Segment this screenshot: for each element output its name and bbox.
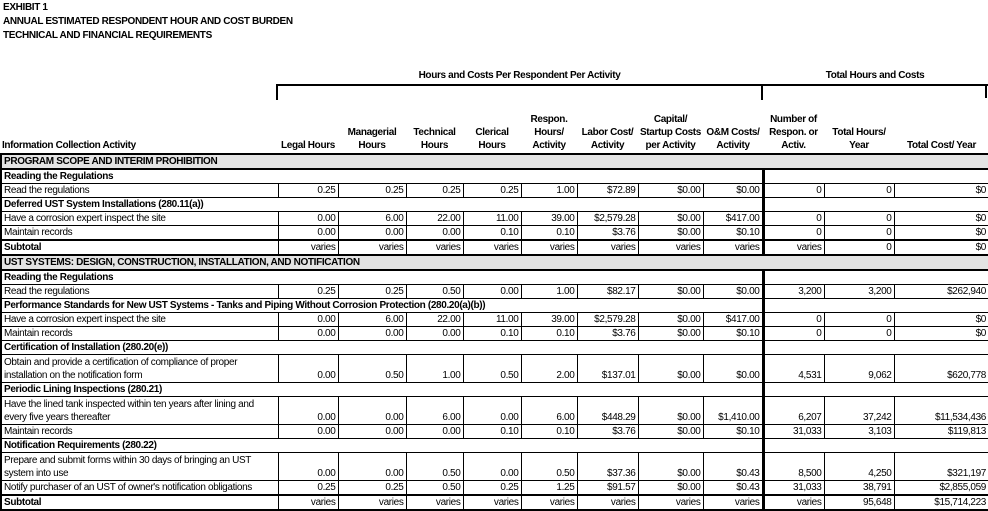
- cell-capital: $0.00: [638, 425, 703, 439]
- activity-label: Subtotal: [1, 240, 278, 255]
- cell-number: 3,200: [763, 285, 824, 299]
- cell-technical: 0.00: [406, 327, 463, 341]
- cell-total-hours: 3,200: [824, 285, 894, 299]
- col-header-om: O&M Costs/ Activity: [706, 127, 760, 151]
- cell-number: varies: [763, 495, 824, 510]
- col-header-clerical: Clerical Hours: [475, 127, 509, 151]
- subsection-row: [1, 299, 988, 313]
- cell-total-hours: 37,242: [824, 397, 894, 425]
- table-row: [1, 184, 988, 198]
- cell-legal: 0.25: [278, 184, 338, 198]
- section-title: PROGRAM SCOPE AND INTERIM PROHIBITION: [1, 154, 988, 169]
- subsection-title: Periodic Lining Inspections (280.21): [1, 383, 763, 397]
- cell-total-hours: 0: [824, 327, 894, 341]
- activity-label: Have the lined tank inspected within ten years after lining and every five years thereafter: [1, 397, 278, 425]
- cell-labor-cost: $3.76: [577, 226, 638, 241]
- cell-clerical: 0.50: [463, 355, 521, 383]
- cell-total-hours: 0: [824, 212, 894, 226]
- cell-total-cost: $0: [894, 226, 988, 241]
- cell-capital: $0.00: [638, 226, 703, 241]
- cell-technical: 22.00: [406, 212, 463, 226]
- totals-blank-cell: [763, 198, 988, 212]
- cell-labor-cost: $2,579.28: [577, 313, 638, 327]
- column-header-row: [1, 86, 988, 154]
- cell-respon-hours: 0.10: [521, 327, 577, 341]
- cell-respon-hours: 0.50: [521, 453, 577, 481]
- cell-number: 31,033: [763, 481, 824, 496]
- cell-number: 0: [763, 226, 824, 241]
- col-header-capital: Capital/ Startup Costs per Activity: [639, 114, 701, 151]
- subsection-title: Certification of Installation (280.20(e)): [1, 341, 763, 355]
- table-row: [1, 481, 988, 496]
- cell-legal: 0.25: [278, 285, 338, 299]
- cell-total-cost: $620,778: [894, 355, 988, 383]
- totals-blank-cell: [763, 270, 988, 285]
- subsection-row: [1, 270, 988, 285]
- cell-clerical: 11.00: [463, 313, 521, 327]
- subsection-row: [1, 169, 988, 184]
- subtotal-row: [1, 240, 988, 255]
- cell-legal: 0.00: [278, 355, 338, 383]
- cell-managerial: varies: [338, 240, 406, 255]
- cell-technical: 6.00: [406, 397, 463, 425]
- cell-capital: $0.00: [638, 453, 703, 481]
- cell-managerial: 0.25: [338, 184, 406, 198]
- cell-total-hours: 38,791: [824, 481, 894, 496]
- activity-label: Have a corrosion expert inspect the site: [1, 313, 278, 327]
- cell-managerial: 0.00: [338, 397, 406, 425]
- subsection-title: Performance Standards for New UST Systems - Tanks and Piping Without Corrosion Protection (280.20(a)(b)): [1, 299, 763, 313]
- table-row: [1, 285, 988, 299]
- table-row: [1, 327, 988, 341]
- cell-capital: $0.00: [638, 481, 703, 496]
- cell-respon-hours: 0.10: [521, 425, 577, 439]
- cell-om: $1,410.00: [703, 397, 763, 425]
- cell-managerial: 6.00: [338, 313, 406, 327]
- totals-blank-cell: [763, 299, 988, 313]
- cell-om: $0.00: [703, 285, 763, 299]
- col-header-labor-cost: Labor Cost/ Activity: [581, 127, 634, 151]
- cell-clerical: varies: [463, 240, 521, 255]
- cell-total-hours: 3,103: [824, 425, 894, 439]
- totals-blank-cell: [763, 383, 988, 397]
- cell-om: $417.00: [703, 212, 763, 226]
- cell-clerical: 0.00: [463, 397, 521, 425]
- section-row: [1, 255, 988, 270]
- cell-legal: 0.00: [278, 453, 338, 481]
- cell-capital: $0.00: [638, 397, 703, 425]
- subsection-row: [1, 383, 988, 397]
- cell-total-cost: $321,197: [894, 453, 988, 481]
- cell-managerial: 0.25: [338, 481, 406, 496]
- exhibit-title: ANNUAL ESTIMATED RESPONDENT HOUR AND COST BURDEN: [3, 16, 293, 27]
- cell-technical: 1.00: [406, 355, 463, 383]
- activity-label: Maintain records: [1, 327, 278, 341]
- cell-respon-hours: 39.00: [521, 212, 577, 226]
- table-row: [1, 226, 988, 241]
- cell-technical: 0.50: [406, 481, 463, 496]
- cell-respon-hours: 0.10: [521, 226, 577, 241]
- cell-capital: varies: [638, 240, 703, 255]
- cell-capital: $0.00: [638, 313, 703, 327]
- activity-label: Maintain records: [1, 226, 278, 241]
- totals-blank-cell: [763, 439, 988, 453]
- cell-labor-cost: $448.29: [577, 397, 638, 425]
- cell-labor-cost: $3.76: [577, 327, 638, 341]
- cell-clerical: 0.10: [463, 425, 521, 439]
- table-row: [1, 397, 988, 425]
- table-row: [1, 453, 988, 481]
- exhibit-subtitle: TECHNICAL AND FINANCIAL REQUIREMENTS: [3, 30, 212, 41]
- cell-managerial: 0.00: [338, 453, 406, 481]
- col-header-technical: Technical Hours: [413, 127, 456, 151]
- cell-clerical: varies: [463, 495, 521, 510]
- cell-labor-cost: varies: [577, 495, 638, 510]
- cell-legal: 0.00: [278, 212, 338, 226]
- cell-capital: varies: [638, 495, 703, 510]
- cell-om: $0.10: [703, 327, 763, 341]
- cell-capital: $0.00: [638, 184, 703, 198]
- group-header-totals: Total Hours and Costs: [825, 70, 925, 81]
- cell-labor-cost: $91.57: [577, 481, 638, 496]
- cell-technical: 0.25: [406, 184, 463, 198]
- cell-managerial: 6.00: [338, 212, 406, 226]
- cell-legal: 0.00: [278, 226, 338, 241]
- cell-labor-cost: $2,579.28: [577, 212, 638, 226]
- cell-total-cost: $119,813: [894, 425, 988, 439]
- col-header-total-hours: Total Hours/ Year: [832, 127, 886, 151]
- cell-respon-hours: 1.00: [521, 184, 577, 198]
- cell-number: 6,207: [763, 397, 824, 425]
- cell-number: 0: [763, 184, 824, 198]
- cell-technical: 0.00: [406, 425, 463, 439]
- table-row: [1, 425, 988, 439]
- activity-label: Notify purchaser of an UST of owner's notification obligations: [1, 481, 278, 496]
- cell-number: varies: [763, 240, 824, 255]
- cell-total-hours: 95,648: [824, 495, 894, 510]
- table-row: [1, 212, 988, 226]
- cell-number: 0: [763, 327, 824, 341]
- activity-label: Read the regulations: [1, 184, 278, 198]
- cell-om: $0.43: [703, 481, 763, 496]
- cell-labor-cost: $82.17: [577, 285, 638, 299]
- subsection-title: Reading the Regulations: [1, 270, 763, 285]
- cell-managerial: varies: [338, 495, 406, 510]
- activity-label: Have a corrosion expert inspect the site: [1, 212, 278, 226]
- cell-managerial: 0.50: [338, 355, 406, 383]
- activity-label: Maintain records: [1, 425, 278, 439]
- col-header-managerial: Managerial Hours: [347, 127, 397, 151]
- cell-total-cost: $0: [894, 327, 988, 341]
- table-row: [1, 355, 988, 383]
- cell-respon-hours: 6.00: [521, 397, 577, 425]
- section-title: UST SYSTEMS: DESIGN, CONSTRUCTION, INSTALLATION, AND NOTIFICATION: [1, 255, 988, 270]
- col-header-legal: Legal Hours: [281, 140, 335, 151]
- cell-labor-cost: varies: [577, 240, 638, 255]
- cell-capital: $0.00: [638, 327, 703, 341]
- cell-total-hours: 9,062: [824, 355, 894, 383]
- cell-capital: $0.00: [638, 212, 703, 226]
- subtotal-row: [1, 495, 988, 510]
- cell-om: varies: [703, 495, 763, 510]
- cell-number: 8,500: [763, 453, 824, 481]
- cell-total-cost: $11,534,436: [894, 397, 988, 425]
- cell-total-cost: $0: [894, 313, 988, 327]
- cell-clerical: 0.00: [463, 285, 521, 299]
- cell-legal: 0.00: [278, 397, 338, 425]
- cell-technical: varies: [406, 240, 463, 255]
- col-header-activity: Information Collection Activity: [2, 140, 136, 151]
- cell-total-cost: $0: [894, 212, 988, 226]
- activity-label: Obtain and provide a certification of compliance of proper installation on the notification form: [1, 355, 278, 383]
- cell-respon-hours: 1.00: [521, 285, 577, 299]
- cell-total-cost: $0: [894, 240, 988, 255]
- activity-label: Prepare and submit forms within 30 days of bringing an UST system into use: [1, 453, 278, 481]
- cell-labor-cost: $3.76: [577, 425, 638, 439]
- col-header-number: Number of Respon. or Activ.: [769, 114, 818, 151]
- cell-technical: 22.00: [406, 313, 463, 327]
- cell-clerical: 0.00: [463, 453, 521, 481]
- cell-om: $417.00: [703, 313, 763, 327]
- cell-total-hours: 0: [824, 313, 894, 327]
- subsection-title: Notification Requirements (280.22): [1, 439, 763, 453]
- cell-om: $0.00: [703, 355, 763, 383]
- cell-legal: varies: [278, 495, 338, 510]
- cell-labor-cost: $72.89: [577, 184, 638, 198]
- cell-respon-hours: varies: [521, 495, 577, 510]
- cell-technical: 0.50: [406, 285, 463, 299]
- cell-om: $0.10: [703, 226, 763, 241]
- cell-total-hours: 0: [824, 226, 894, 241]
- cell-om: $0.00: [703, 184, 763, 198]
- cell-clerical: 11.00: [463, 212, 521, 226]
- exhibit-number: EXHIBIT 1: [3, 2, 48, 13]
- cell-clerical: 0.25: [463, 481, 521, 496]
- cell-capital: $0.00: [638, 285, 703, 299]
- cell-clerical: 0.10: [463, 226, 521, 241]
- cell-total-cost: $262,940: [894, 285, 988, 299]
- table-row: [1, 313, 988, 327]
- cell-clerical: 0.25: [463, 184, 521, 198]
- cell-managerial: 0.00: [338, 226, 406, 241]
- cell-respon-hours: 39.00: [521, 313, 577, 327]
- burden-table: [0, 86, 988, 511]
- cell-number: 4,531: [763, 355, 824, 383]
- totals-blank-cell: [763, 169, 988, 184]
- subsection-row: [1, 341, 988, 355]
- cell-number: 0: [763, 313, 824, 327]
- cell-number: 31,033: [763, 425, 824, 439]
- col-header-total-cost: Total Cost/ Year: [906, 140, 977, 151]
- group-header-per-respondent: Hours and Costs Per Respondent Per Activity: [418, 70, 621, 81]
- subsection-row: [1, 198, 988, 212]
- cell-total-cost: $0: [894, 184, 988, 198]
- cell-total-cost: $2,855,059: [894, 481, 988, 496]
- col-header-respon-hours: Respon. Hours/ Activity: [530, 114, 568, 151]
- cell-technical: 0.00: [406, 226, 463, 241]
- cell-legal: 0.00: [278, 425, 338, 439]
- cell-om: varies: [703, 240, 763, 255]
- cell-managerial: 0.00: [338, 425, 406, 439]
- cell-legal: varies: [278, 240, 338, 255]
- cell-technical: 0.50: [406, 453, 463, 481]
- cell-total-hours: 0: [824, 184, 894, 198]
- cell-respon-hours: varies: [521, 240, 577, 255]
- cell-total-cost: $15,714,223: [894, 495, 988, 510]
- cell-labor-cost: $137.01: [577, 355, 638, 383]
- section-row: [1, 154, 988, 169]
- cell-total-hours: 0: [824, 240, 894, 255]
- cell-managerial: 0.00: [338, 327, 406, 341]
- activity-label: Read the regulations: [1, 285, 278, 299]
- cell-clerical: 0.10: [463, 327, 521, 341]
- cell-labor-cost: $37.36: [577, 453, 638, 481]
- cell-respon-hours: 2.00: [521, 355, 577, 383]
- cell-technical: varies: [406, 495, 463, 510]
- cell-number: 0: [763, 212, 824, 226]
- cell-om: $0.10: [703, 425, 763, 439]
- subsection-row: [1, 439, 988, 453]
- cell-om: $0.43: [703, 453, 763, 481]
- cell-managerial: 0.25: [338, 285, 406, 299]
- subsection-title: Reading the Regulations: [1, 169, 763, 184]
- cell-legal: 0.00: [278, 327, 338, 341]
- cell-respon-hours: 1.25: [521, 481, 577, 496]
- subsection-title: Deferred UST System Installations (280.11(a)): [1, 198, 763, 212]
- totals-blank-cell: [763, 341, 988, 355]
- activity-label: Subtotal: [1, 495, 278, 510]
- cell-total-hours: 4,250: [824, 453, 894, 481]
- cell-capital: $0.00: [638, 355, 703, 383]
- cell-legal: 0.25: [278, 481, 338, 496]
- cell-legal: 0.00: [278, 313, 338, 327]
